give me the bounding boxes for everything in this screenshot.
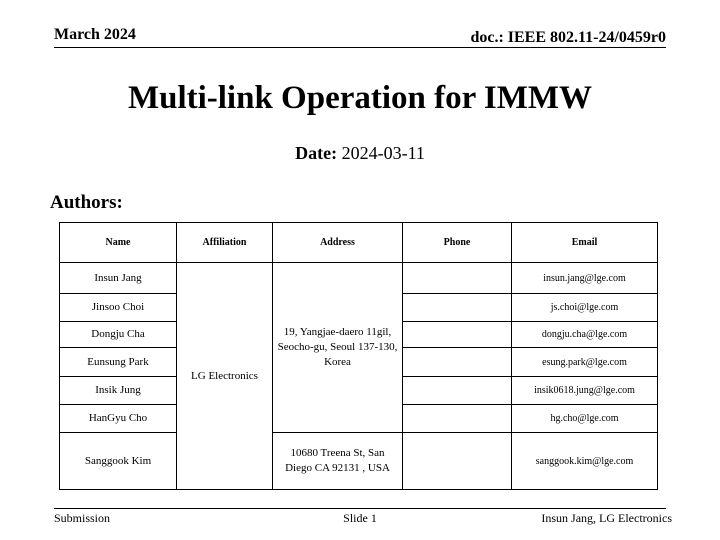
header-doc-id: doc.: IEEE 802.11-24/0459r0 — [470, 29, 666, 46]
header-rule — [54, 47, 666, 48]
footer-author: Insun Jang, LG Electronics — [541, 511, 672, 525]
cell-email: sanggook.kim@lge.com — [512, 433, 658, 490]
date-value: 2024-03-11 — [337, 143, 425, 163]
cell-affiliation: LG Electronics — [177, 263, 273, 490]
cell-phone — [403, 348, 512, 377]
cell-phone — [403, 263, 512, 294]
cell-email: esung.park@lge.com — [512, 348, 658, 377]
cell-phone — [403, 405, 512, 433]
footer-rule — [54, 508, 666, 509]
date-line — [0, 143, 720, 164]
authors-table — [59, 222, 658, 490]
col-header-email: Email — [512, 223, 658, 263]
cell-name: Sanggook Kim — [60, 433, 177, 490]
cell-email: js.choi@lge.com — [512, 294, 658, 322]
col-header-address: Address — [273, 223, 403, 263]
cell-name: HanGyu Cho — [60, 405, 177, 433]
cell-phone — [403, 322, 512, 348]
cell-phone — [403, 433, 512, 490]
table-row — [60, 433, 658, 490]
table-header-row — [60, 223, 658, 263]
cell-name: Insun Jang — [60, 263, 177, 294]
cell-name: Jinsoo Choi — [60, 294, 177, 322]
cell-address: 10680 Treena St, San Diego CA 92131 , USA — [273, 433, 403, 490]
footer-submission: Submission — [54, 511, 111, 525]
date-label: Date: — [295, 143, 338, 163]
cell-name: Insik Jung — [60, 377, 177, 405]
cell-email: insik0618.jung@lge.com — [512, 377, 658, 405]
col-header-phone: Phone — [403, 223, 512, 263]
cell-name: Eunsung Park — [60, 348, 177, 377]
cell-name: Dongju Cha — [60, 322, 177, 348]
cell-email: insun.jang@lge.com — [512, 263, 658, 294]
table-row — [60, 263, 658, 294]
cell-phone — [403, 294, 512, 322]
cell-phone — [403, 377, 512, 405]
cell-email: dongju.cha@lge.com — [512, 322, 658, 348]
col-header-name: Name — [60, 223, 177, 263]
slide-title: Multi-link Operation for IMMW — [127, 80, 593, 116]
authors-heading: Authors: — [50, 192, 123, 213]
cell-address: 19, Yangjae-daero 11gil, Seocho-gu, Seoul 137-130, Korea — [273, 263, 403, 433]
header-date: March 2024 — [54, 26, 136, 43]
cell-email: hg.cho@lge.com — [512, 405, 658, 433]
footer-slide-number: Slide 1 — [343, 511, 377, 525]
col-header-affiliation: Affiliation — [177, 223, 273, 263]
